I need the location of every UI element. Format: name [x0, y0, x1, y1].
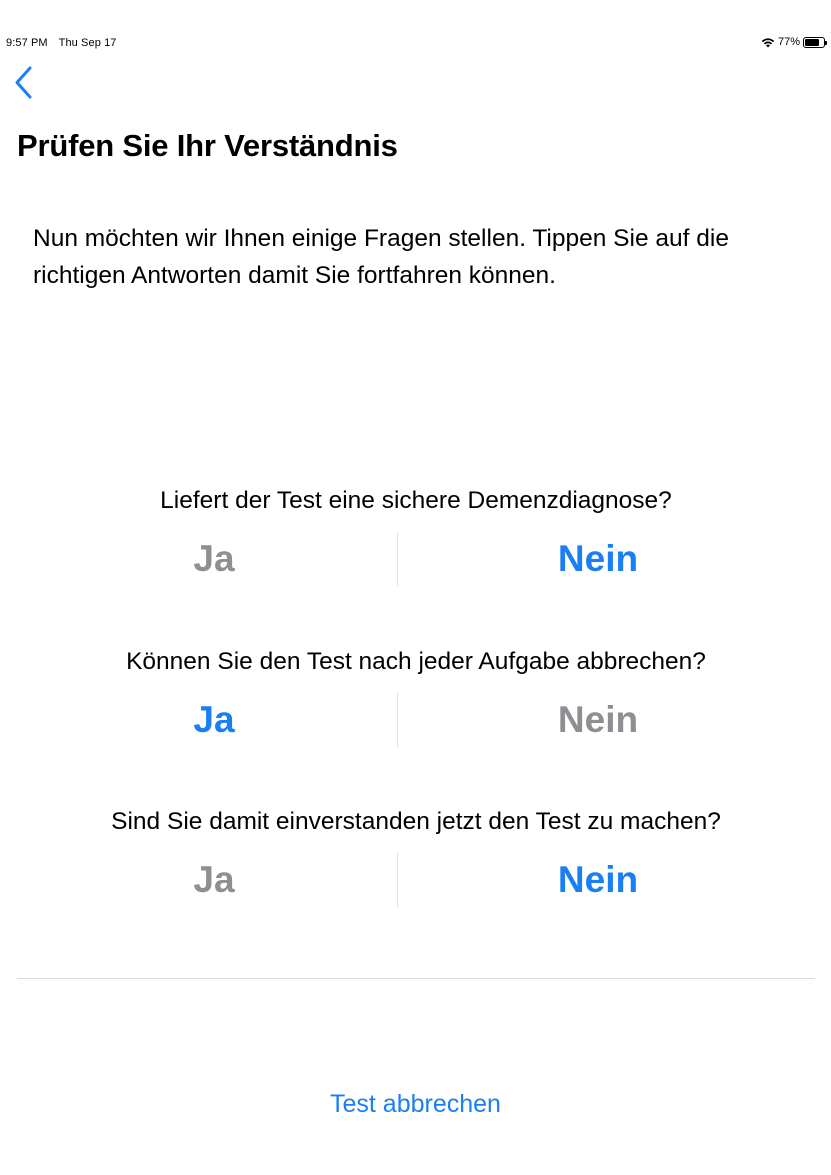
page-title: Prüfen Sie Ihr Verständnis: [17, 128, 398, 163]
answer-divider: [397, 693, 398, 747]
question-text: Sind Sie damit einverstanden jetzt den Test zu machen?: [111, 808, 721, 835]
status-date: Thu Sep 17: [58, 37, 117, 49]
answer-divider: [397, 853, 398, 907]
question-text: Liefert der Test eine sichere Demenzdiagnose?: [160, 487, 672, 514]
answer-nein-button[interactable]: Nein: [557, 699, 639, 740]
answer-nein-button[interactable]: Nein: [557, 538, 639, 579]
question-1: [17, 486, 815, 579]
answer-row: [17, 693, 815, 747]
answer-ja-button[interactable]: Ja: [193, 538, 235, 579]
answer-nein-button[interactable]: Nein: [557, 859, 639, 900]
battery-level-fill: [805, 39, 819, 46]
battery-tip: [825, 41, 827, 45]
back-button[interactable]: [12, 64, 40, 102]
status-bar-left: [6, 37, 125, 49]
battery-icon: [803, 37, 825, 48]
chevron-left-icon: [12, 64, 40, 102]
status-time: 9:57 PM: [6, 37, 48, 49]
answer-row: [17, 853, 815, 907]
footer-separator: [17, 978, 815, 979]
question-3: [17, 807, 815, 900]
wifi-icon: [761, 37, 775, 48]
answer-divider: [397, 532, 398, 586]
question-text: Können Sie den Test nach jeder Aufgabe abbrechen?: [126, 648, 706, 675]
cancel-test-button[interactable]: Test abbrechen: [330, 1090, 501, 1118]
intro-text: Nun möchten wir Ihnen einige Fragen stellen. Tippen Sie auf die richtigen Antworten damit Sie fortfahren können.: [33, 225, 729, 289]
battery-percent: 77%: [777, 36, 800, 48]
answer-ja-button[interactable]: Ja: [193, 699, 235, 740]
status-bar-right: [761, 36, 825, 48]
question-2: [17, 647, 815, 740]
answer-row: [17, 532, 815, 586]
answer-ja-button[interactable]: Ja: [193, 859, 235, 900]
